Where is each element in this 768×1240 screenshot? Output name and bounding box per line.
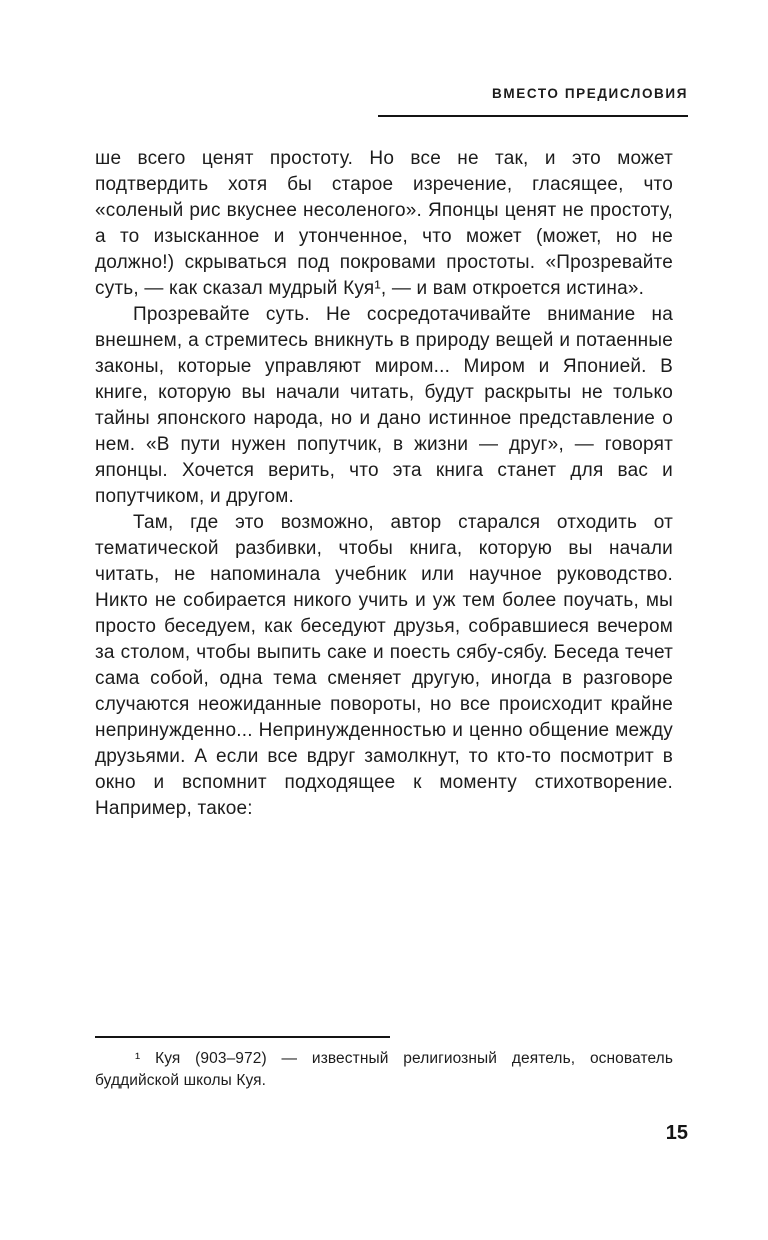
page-number: 15 [665, 1122, 688, 1144]
paragraph-1: ше всего ценят простоту. Но все не так, и это может подтвердить хотя бы старое изречение, гласящее, что «соленый рис вкуснее несоленого». Японцы ценят не простоту, а то изысканное и утонченное, что может (может, но не должно!) скрываться под покровами простоты. «Прозревайте суть, — как сказал мудрый Куя¹, — и вам откроется истина». [95, 148, 673, 299]
footnote-block [95, 1036, 673, 1092]
footnote-text: ¹ Куя (903–972) — известный религиозный деятель, основатель буддийской школы Куя. [95, 1050, 673, 1089]
running-head [378, 86, 688, 117]
paragraph-2: Прозревайте суть. Не сосредотачивайте внимание на внешнем, а стремитесь вникнуть в природу вещей и потаенные законы, которые управляют миром... Миром и Японией. В книге, которую вы начали читать, будут раскрыты не только тайны японского народа, но и дано истинное представление о нем. «В пути нужен попутчик, в жизни — друг», — говорят японцы. Хочется верить, что эта книга станет для вас и попутчиком, и другом. [95, 304, 673, 507]
footnote-rule [95, 1036, 390, 1038]
header-rule [378, 115, 688, 117]
chapter-header-title: ВМЕСТО ПРЕДИСЛОВИЯ [492, 86, 688, 101]
body-text [95, 146, 673, 822]
paragraph-3: Там, где это возможно, автор старался отходить от тематической разбивки, чтобы книга, которую вы начали читать, не напоминала учебник или научное руководство. Никто не собирается никого учить и уж тем более поучать, мы просто беседуем, как беседуют друзья, собравшиеся вечером за столом, чтобы выпить саке и поесть сябу-сябу. Беседа течет сама собой, одна тема сменяет другую, иногда в разговоре случаются неожиданные повороты, но все происходит крайне непринужденно... Непринужденностью и ценно общение между друзьями. А если все вдруг замолкнут, то кто-то посмотрит в окно и вспомнит подходящее к моменту стихотворение. Например, такое: [95, 512, 673, 819]
